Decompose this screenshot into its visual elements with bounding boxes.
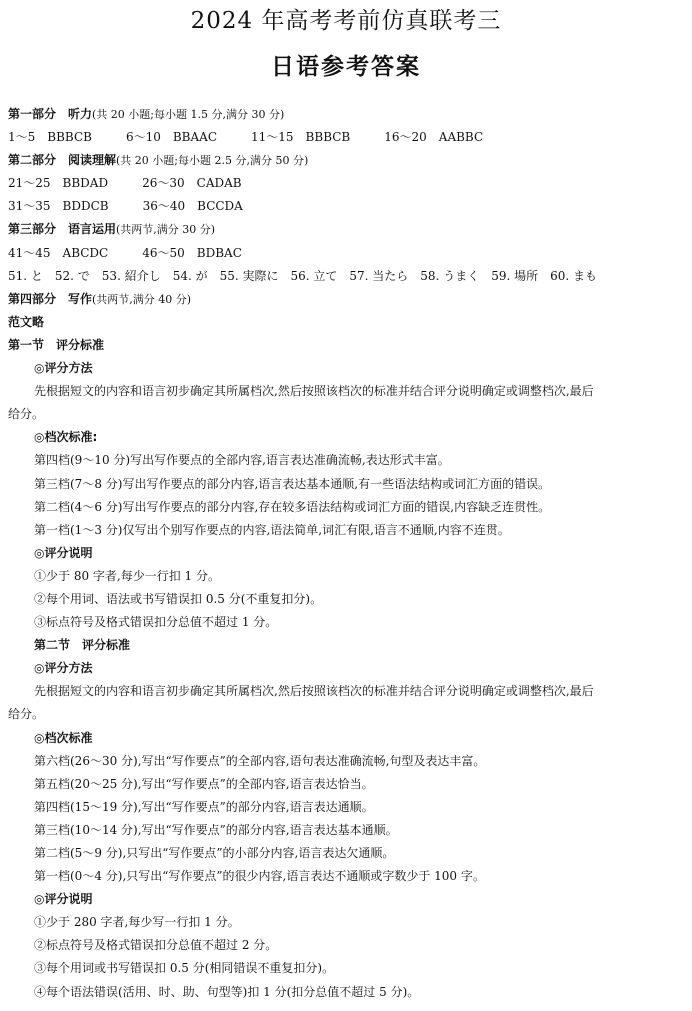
answer-group: 36～40 BCCDA xyxy=(142,199,243,214)
section2-note-item: ①少于 280 字者,每少写一行扣 1 分。 xyxy=(34,915,240,930)
part2-heading: 第二部分 阅读理解 xyxy=(8,153,117,168)
page-title: 日语参考答案 xyxy=(271,54,421,80)
section2-grade-item: 第一档(0～4 分),只写出“写作要点”的很少内容,语言表达不通顺或字数少于 100 字。 xyxy=(34,869,485,884)
section1-grade-item: 第三档(7～8 分)写出写作要点的部分内容,语言表达基本通顺,有一些语法结构或词汇方面的错误。 xyxy=(34,476,551,491)
section2-method-text-cont: 给分。 xyxy=(8,707,45,722)
section2-note-item: ②标点符号及格式错误扣分总值不超过 2 分。 xyxy=(34,938,278,953)
answer-key-body xyxy=(8,103,686,1004)
answer-group: 1～5 BBBCB xyxy=(8,130,92,145)
section2-grade-item: 第六档(26～30 分),写出“写作要点”的全部内容,语句表达准确流畅,句型及表达丰富。 xyxy=(34,753,486,768)
section1-grade-item: 第四档(9～10 分)写出写作要点的全部内容,语言表达准确流畅,表达形式丰富。 xyxy=(34,453,450,468)
section2-method-text: 先根据短文的内容和语言初步确定其所属档次,然后按照该档次的标准并结合评分说明确定或调整档次,最后 xyxy=(34,684,594,699)
section2-grade-item: 第三档(10～14 分),写出“写作要点”的部分内容,语言表达基本通顺。 xyxy=(34,822,398,837)
section2-heading: 第二节 评分标准 xyxy=(34,638,131,653)
part1-note: (共 20 小题;每小题 1.5 分,满分 30 分) xyxy=(92,108,285,121)
section2-notes-heading: ◎评分说明 xyxy=(34,892,93,907)
section2-grade-item: 第二档(5～9 分),只写出“写作要点”的小部分内容,语言表达欠通顺。 xyxy=(34,846,395,860)
section2-grade-item: 第四档(15～19 分),写出“写作要点”的部分内容,语言表达通顺。 xyxy=(34,799,374,814)
section1-grade-heading: ◎档次标准: xyxy=(34,430,98,445)
part1-heading: 第一部分 听力 xyxy=(8,107,93,121)
part3-answers xyxy=(8,242,686,265)
section1-method-text-cont: 给分。 xyxy=(8,407,45,422)
part2-heading-line xyxy=(8,149,686,172)
section2-grade-item: 第五档(20～25 分),写出“写作要点”的全部内容,语言表达恰当。 xyxy=(34,776,374,791)
section1-note-item: ②每个用词、语法或书写错误扣 0.5 分(不重复扣分)。 xyxy=(34,591,323,606)
part3-fill-answers: 51. と 52. で 53. 紹介し 54. が 55. 実際に 56. 立て 57. 当たら 58. うまく 59. 場所 60. まも xyxy=(8,268,597,283)
section2-note-item: ④每个语法错误(活用、时、助、句型等)扣 1 分(扣分总值不超过 5 分)。 xyxy=(34,984,420,999)
answer-group: 6～10 BBAAC xyxy=(125,130,218,145)
sample-essay-omitted: 范文略 xyxy=(8,314,45,329)
part4-heading: 第四部分 写作 xyxy=(8,291,93,306)
answer-group: 46～50 BDBAC xyxy=(142,245,242,260)
answer-group: 41～45 ABCDC xyxy=(8,245,109,260)
part3-heading: 第三部分 语言运用 xyxy=(8,222,117,237)
exam-title: 2024 年高考考前仿真联考三 xyxy=(190,8,502,34)
section1-method-text: 先根据短文的内容和语言初步确定其所属档次,然后按照该档次的标准并结合评分说明确定或调整档次,最后 xyxy=(34,384,594,399)
section2-note-item: ③每个用词或书写错误扣 0.5 分(相同错误不重复扣分)。 xyxy=(34,961,335,976)
section1-note-item: ③标点符号及格式错误扣分总值不超过 1 分。 xyxy=(34,615,278,630)
section1-grade-item: 第一档(1～3 分)仅写出个别写作要点的内容,语法简单,词汇有限,语言不通顺,内容不连贯。 xyxy=(34,522,510,537)
section1-method-heading: ◎评分方法 xyxy=(34,361,93,376)
section1-heading: 第一节 评分标准 xyxy=(8,337,105,352)
section2-grade-heading: ◎档次标准 xyxy=(34,730,93,745)
part2-answers-row2 xyxy=(8,195,686,218)
section2-method-heading: ◎评分方法 xyxy=(34,661,93,676)
answer-group: 21～25 BBDAD xyxy=(8,176,109,191)
section1-notes-heading: ◎评分说明 xyxy=(34,545,93,560)
answer-group: 16～20 AABBC xyxy=(384,130,484,145)
part3-heading-line xyxy=(8,218,686,241)
part3-note: (共两节,满分 30 分) xyxy=(116,223,216,237)
answer-group: 11～15 BBBCB xyxy=(251,130,351,145)
part1-heading-line xyxy=(8,103,686,126)
part2-answers-row1 xyxy=(8,172,686,195)
section1-note-item: ①少于 80 字者,每少一行扣 1 分。 xyxy=(34,568,220,583)
part4-note: (共两节,满分 40 分) xyxy=(92,292,192,306)
answer-group: 26～30 CADAB xyxy=(142,176,242,191)
answer-group: 31～35 BDDCB xyxy=(8,199,109,214)
part1-answers xyxy=(8,126,686,149)
part4-heading-line xyxy=(8,288,686,311)
section1-grade-item: 第二档(4～6 分)写出写作要点的部分内容,存在较多语法结构或词汇方面的错误,内容缺乏连贯性。 xyxy=(34,499,551,514)
part2-note: (共 20 小题;每小题 2.5 分,满分 50 分) xyxy=(116,154,309,168)
